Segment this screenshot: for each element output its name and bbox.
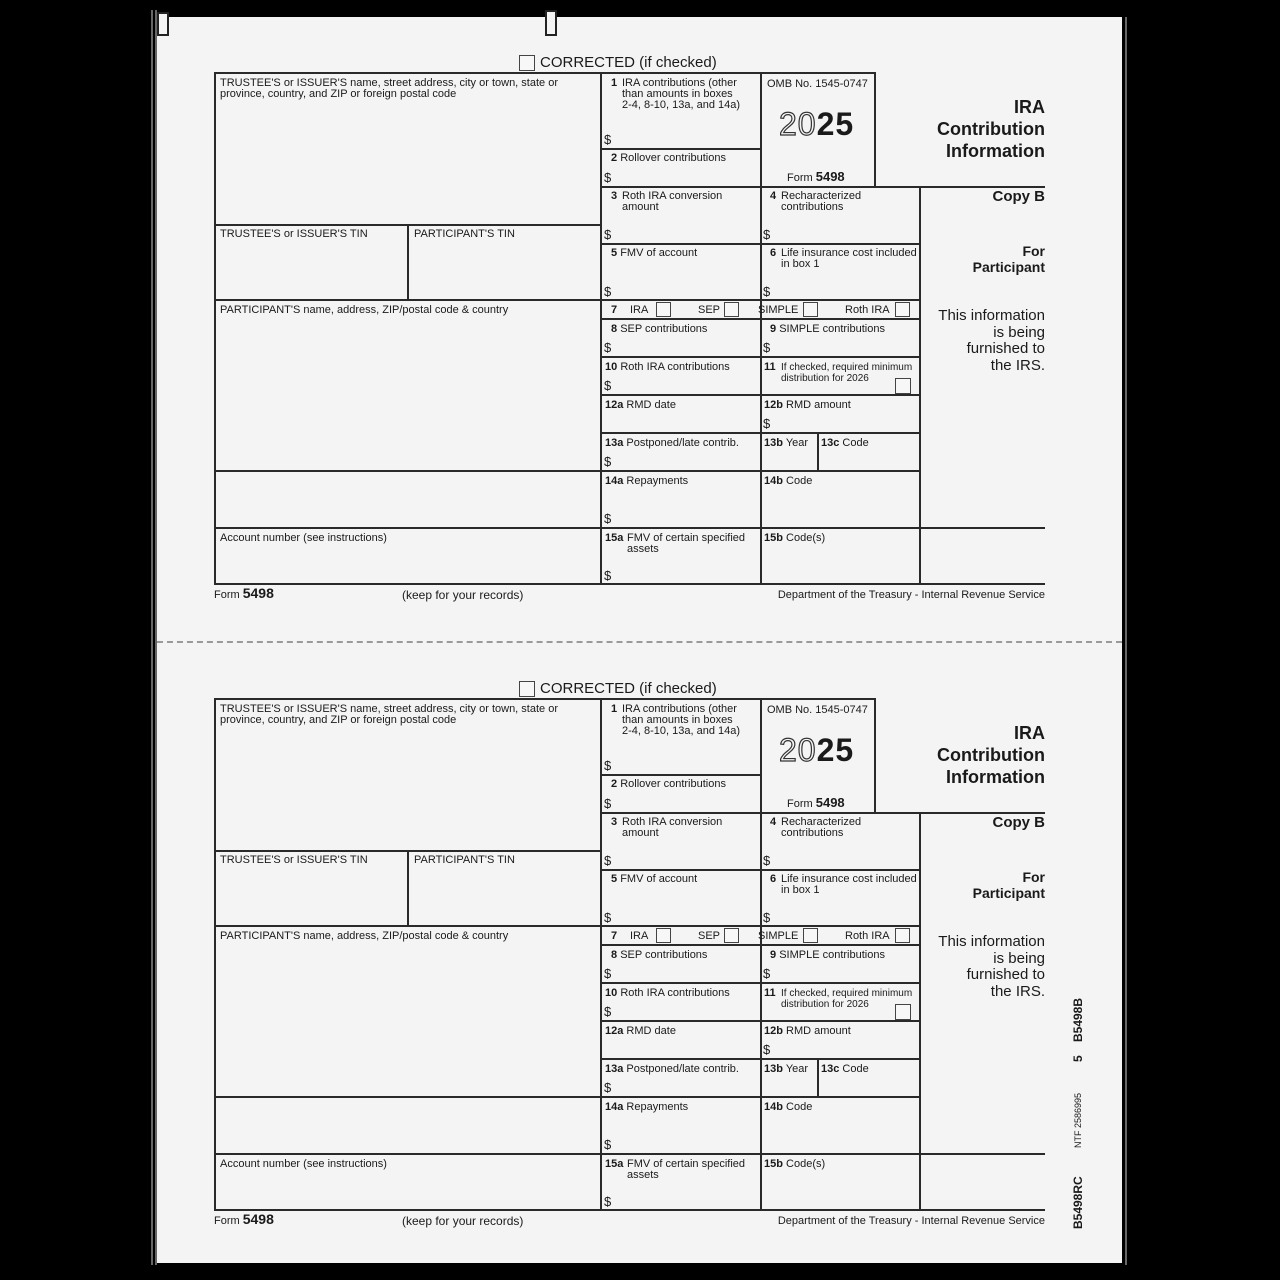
dollar-sign: $ <box>763 340 771 355</box>
form-number-header: Form 5498 <box>787 169 845 184</box>
box-10-field[interactable]: 10 Roth IRA contributions <box>605 361 730 373</box>
furnished-notice: This information is being furnished to the IRS. <box>938 307 1045 374</box>
rule <box>601 869 920 871</box>
box-2-field[interactable]: 2 Rollover contributions <box>611 778 726 790</box>
dollar-sign: $ <box>604 132 612 147</box>
box-7-sep-label: SEP <box>698 304 721 316</box>
rule <box>817 1058 819 1097</box>
box-9-field[interactable]: 9 SIMPLE contributions <box>770 323 885 335</box>
box-7-sep-label: SEP <box>698 930 721 942</box>
box-13c-field[interactable]: 13c Code <box>821 1063 869 1075</box>
copy-label: Copy B <box>992 188 1045 205</box>
participant-name-field[interactable]: PARTICIPANT'S name, address, ZIP/postal code & country <box>220 304 509 316</box>
furnished-notice: This information is being furnished to the IRS. <box>938 933 1045 1000</box>
box-14b-field[interactable]: 14b Code <box>764 1101 813 1113</box>
copy-label: Copy B <box>992 814 1045 831</box>
box-7-ira-label: IRA <box>630 930 649 942</box>
box-7-simple-checkbox[interactable] <box>803 928 818 943</box>
dollar-sign: $ <box>604 796 612 811</box>
box-1-label: IRA contributions (other than amounts in boxes 2-4, 8-10, 13a, and 14a) <box>622 703 741 737</box>
footer-department: Department of the Treasury - Internal Revenue Service <box>777 589 1045 601</box>
box-3-field[interactable]: 3 Roth IRA conversion amount <box>611 816 723 839</box>
rule <box>601 148 761 150</box>
box-13b-field[interactable]: 13b Year <box>764 1063 809 1075</box>
box-6-field[interactable]: 6 Life insurance cost included in box 1 <box>770 247 917 270</box>
box-11-rmd-checkbox[interactable] <box>895 1004 911 1020</box>
trustee-tin-field[interactable]: TRUSTEE'S or ISSUER'S TIN <box>220 854 368 866</box>
box-12b-field[interactable]: 12b RMD amount <box>764 1025 851 1037</box>
side-code-b5498b: B5498B <box>1071 997 1085 1042</box>
dollar-sign: $ <box>604 511 612 526</box>
side-code-b5498rc: B5498RC <box>1071 1176 1085 1229</box>
box-11-rmd-checkbox[interactable] <box>895 378 911 394</box>
rule <box>919 186 921 585</box>
dollar-sign: $ <box>604 378 612 393</box>
box-13b-field[interactable]: 13b Year <box>764 437 809 449</box>
rule <box>601 1058 920 1060</box>
account-number-field[interactable]: Account number (see instructions) <box>220 532 387 544</box>
dollar-sign: $ <box>763 416 771 431</box>
box-12b-field[interactable]: 12b RMD amount <box>764 399 851 411</box>
box-15a-field[interactable]: 15a FMV of certain specified assets <box>605 1158 745 1181</box>
dollar-sign: $ <box>604 568 612 583</box>
corrected-checkbox[interactable] <box>519 681 535 697</box>
corrected-label: CORRECTED (if checked) <box>540 680 717 697</box>
box-8-field[interactable]: 8 SEP contributions <box>611 323 708 335</box>
corrected-label: CORRECTED (if checked) <box>540 54 717 71</box>
box-14b-field[interactable]: 14b Code <box>764 475 813 487</box>
dollar-sign: $ <box>604 1137 612 1152</box>
participant-tin-field[interactable]: PARTICIPANT'S TIN <box>414 228 515 240</box>
rule <box>601 944 920 946</box>
box-3-field[interactable]: 3 Roth IRA conversion amount <box>611 190 723 213</box>
box-1-field[interactable] <box>611 703 741 737</box>
rule <box>601 982 920 984</box>
box-10-field[interactable]: 10 Roth IRA contributions <box>605 987 730 999</box>
box-15b-field[interactable]: 15b Code(s) <box>764 1158 826 1170</box>
form-number-header: Form 5498 <box>787 795 845 810</box>
rule <box>407 850 409 927</box>
box-number: 1 <box>611 77 618 89</box>
rule <box>215 1153 1045 1155</box>
account-number-field[interactable]: Account number (see instructions) <box>220 1158 387 1170</box>
rule <box>601 1020 920 1022</box>
rule <box>874 698 876 813</box>
box-4-field[interactable]: 4 Recharacterized contributions <box>770 190 862 213</box>
box-13c-field[interactable]: 13c Code <box>821 437 869 449</box>
rule <box>601 394 920 396</box>
box-7-roth-checkbox[interactable] <box>895 302 910 317</box>
box-7-roth-label: Roth IRA <box>845 930 890 942</box>
rule <box>919 812 921 1211</box>
box-7-number: 7 <box>611 930 618 942</box>
footer-form-number: Form 5498 <box>214 585 274 601</box>
box-12a-field[interactable]: 12a RMD date <box>605 1025 676 1037</box>
corrected-checkbox[interactable] <box>519 55 535 71</box>
form-title: IRA Contribution Information <box>937 97 1045 161</box>
box-5-field[interactable]: 5 FMV of account <box>611 247 698 259</box>
box-7-simple-label: SIMPLE <box>758 304 799 316</box>
trustee-name-field[interactable]: TRUSTEE'S or ISSUER'S name, street address, city or town, state or province, country, and ZIP or foreign postal code <box>220 703 558 726</box>
rule <box>215 925 920 927</box>
rule <box>215 72 876 74</box>
box-7-roth-label: Roth IRA <box>845 304 890 316</box>
box-7-ira-checkbox[interactable] <box>656 928 671 943</box>
box-15a-field[interactable]: 15a FMV of certain specified assets <box>605 532 745 555</box>
box-number: 1 <box>611 703 618 715</box>
box-9-field[interactable]: 9 SIMPLE contributions <box>770 949 885 961</box>
box-7-ira-label: IRA <box>630 304 649 316</box>
trustee-tin-field[interactable]: TRUSTEE'S or ISSUER'S TIN <box>220 228 368 240</box>
dollar-sign: $ <box>604 966 612 981</box>
rule <box>214 698 216 1211</box>
dollar-sign: $ <box>763 227 771 242</box>
dollar-sign: $ <box>604 1004 612 1019</box>
rule <box>601 186 1045 188</box>
dollar-sign: $ <box>763 910 771 925</box>
dollar-sign: $ <box>604 340 612 355</box>
rule <box>407 224 409 301</box>
form-5498-copy-top <box>0 0 1280 600</box>
dollar-sign: $ <box>604 758 612 773</box>
dollar-sign: $ <box>604 170 612 185</box>
box-12a-field[interactable]: 12a RMD date <box>605 399 676 411</box>
box-11-field: 11 If checked, required minimum distribution for 2026 <box>764 987 913 1010</box>
for-participant-label: For Participant <box>972 243 1045 275</box>
rule <box>601 356 920 358</box>
tax-year: 2025 <box>779 732 855 768</box>
dollar-sign: $ <box>604 1080 612 1095</box>
rule <box>601 318 920 320</box>
dollar-sign: $ <box>604 284 612 299</box>
box-7-roth-checkbox[interactable] <box>895 928 910 943</box>
box-7-sep-checkbox[interactable] <box>724 928 739 943</box>
box-4-field[interactable]: 4 Recharacterized contributions <box>770 816 862 839</box>
rule <box>215 527 1045 529</box>
rule <box>215 299 920 301</box>
rule <box>874 72 876 187</box>
box-14a-field[interactable]: 14a Repayments <box>605 475 689 487</box>
dollar-sign: $ <box>763 966 771 981</box>
trustee-name-field[interactable]: TRUSTEE'S or ISSUER'S name, street address, city or town, state or province, country, and ZIP or foreign postal code <box>220 77 558 100</box>
side-code-ntf: NTF 2586995 <box>1073 1092 1083 1148</box>
dollar-sign: $ <box>604 1194 612 1209</box>
footer-department: Department of the Treasury - Internal Revenue Service <box>777 1215 1045 1227</box>
rule <box>215 1096 920 1098</box>
box-2-field[interactable]: 2 Rollover contributions <box>611 152 726 164</box>
form-5498-copy-bottom <box>0 626 1280 1226</box>
box-14a-field[interactable]: 14a Repayments <box>605 1101 689 1113</box>
dollar-sign: $ <box>604 227 612 242</box>
dollar-sign: $ <box>604 853 612 868</box>
box-5-field[interactable]: 5 FMV of account <box>611 873 698 885</box>
rule <box>601 432 920 434</box>
box-8-field[interactable]: 8 SEP contributions <box>611 949 708 961</box>
footer-form-number: Form 5498 <box>214 1211 274 1227</box>
omb-number: OMB No. 1545-0747 <box>767 704 868 716</box>
dollar-sign: $ <box>763 1042 771 1057</box>
rule <box>601 812 1045 814</box>
box-7-sep-checkbox[interactable] <box>724 302 739 317</box>
dollar-sign: $ <box>604 454 612 469</box>
box-6-field[interactable]: 6 Life insurance cost included in box 1 <box>770 873 917 896</box>
side-code-number: 5 <box>1071 1055 1085 1062</box>
box-7-simple-label: SIMPLE <box>758 930 799 942</box>
box-15b-field[interactable]: 15b Code(s) <box>764 532 826 544</box>
box-7-simple-checkbox[interactable] <box>803 302 818 317</box>
rule <box>601 774 761 776</box>
dollar-sign: $ <box>604 910 612 925</box>
box-13a-field[interactable]: 13a Postponed/late contrib. <box>605 1063 739 1075</box>
box-1-label: IRA contributions (other than amounts in boxes 2-4, 8-10, 13a, and 14a) <box>622 77 741 111</box>
box-11-field: 11 If checked, required minimum distribution for 2026 <box>764 361 913 384</box>
participant-name-field[interactable]: PARTICIPANT'S name, address, ZIP/postal code & country <box>220 930 509 942</box>
dollar-sign: $ <box>763 853 771 868</box>
participant-tin-field[interactable]: PARTICIPANT'S TIN <box>414 854 515 866</box>
rule <box>215 698 876 700</box>
tax-year: 2025 <box>779 106 855 142</box>
dollar-sign: $ <box>763 284 771 299</box>
footer-keep-records: (keep for your records) <box>402 588 524 602</box>
box-7-number: 7 <box>611 304 618 316</box>
rule <box>601 243 920 245</box>
box-13a-field[interactable]: 13a Postponed/late contrib. <box>605 437 739 449</box>
box-7-ira-checkbox[interactable] <box>656 302 671 317</box>
rule <box>215 583 1045 585</box>
omb-number: OMB No. 1545-0747 <box>767 78 868 90</box>
rule <box>817 432 819 471</box>
rule <box>215 470 920 472</box>
for-participant-label: For Participant <box>972 869 1045 901</box>
rule <box>214 72 216 585</box>
form-title: IRA Contribution Information <box>937 723 1045 787</box>
box-1-field[interactable] <box>611 77 741 111</box>
rule <box>215 1209 1045 1211</box>
footer-keep-records: (keep for your records) <box>402 1214 524 1228</box>
